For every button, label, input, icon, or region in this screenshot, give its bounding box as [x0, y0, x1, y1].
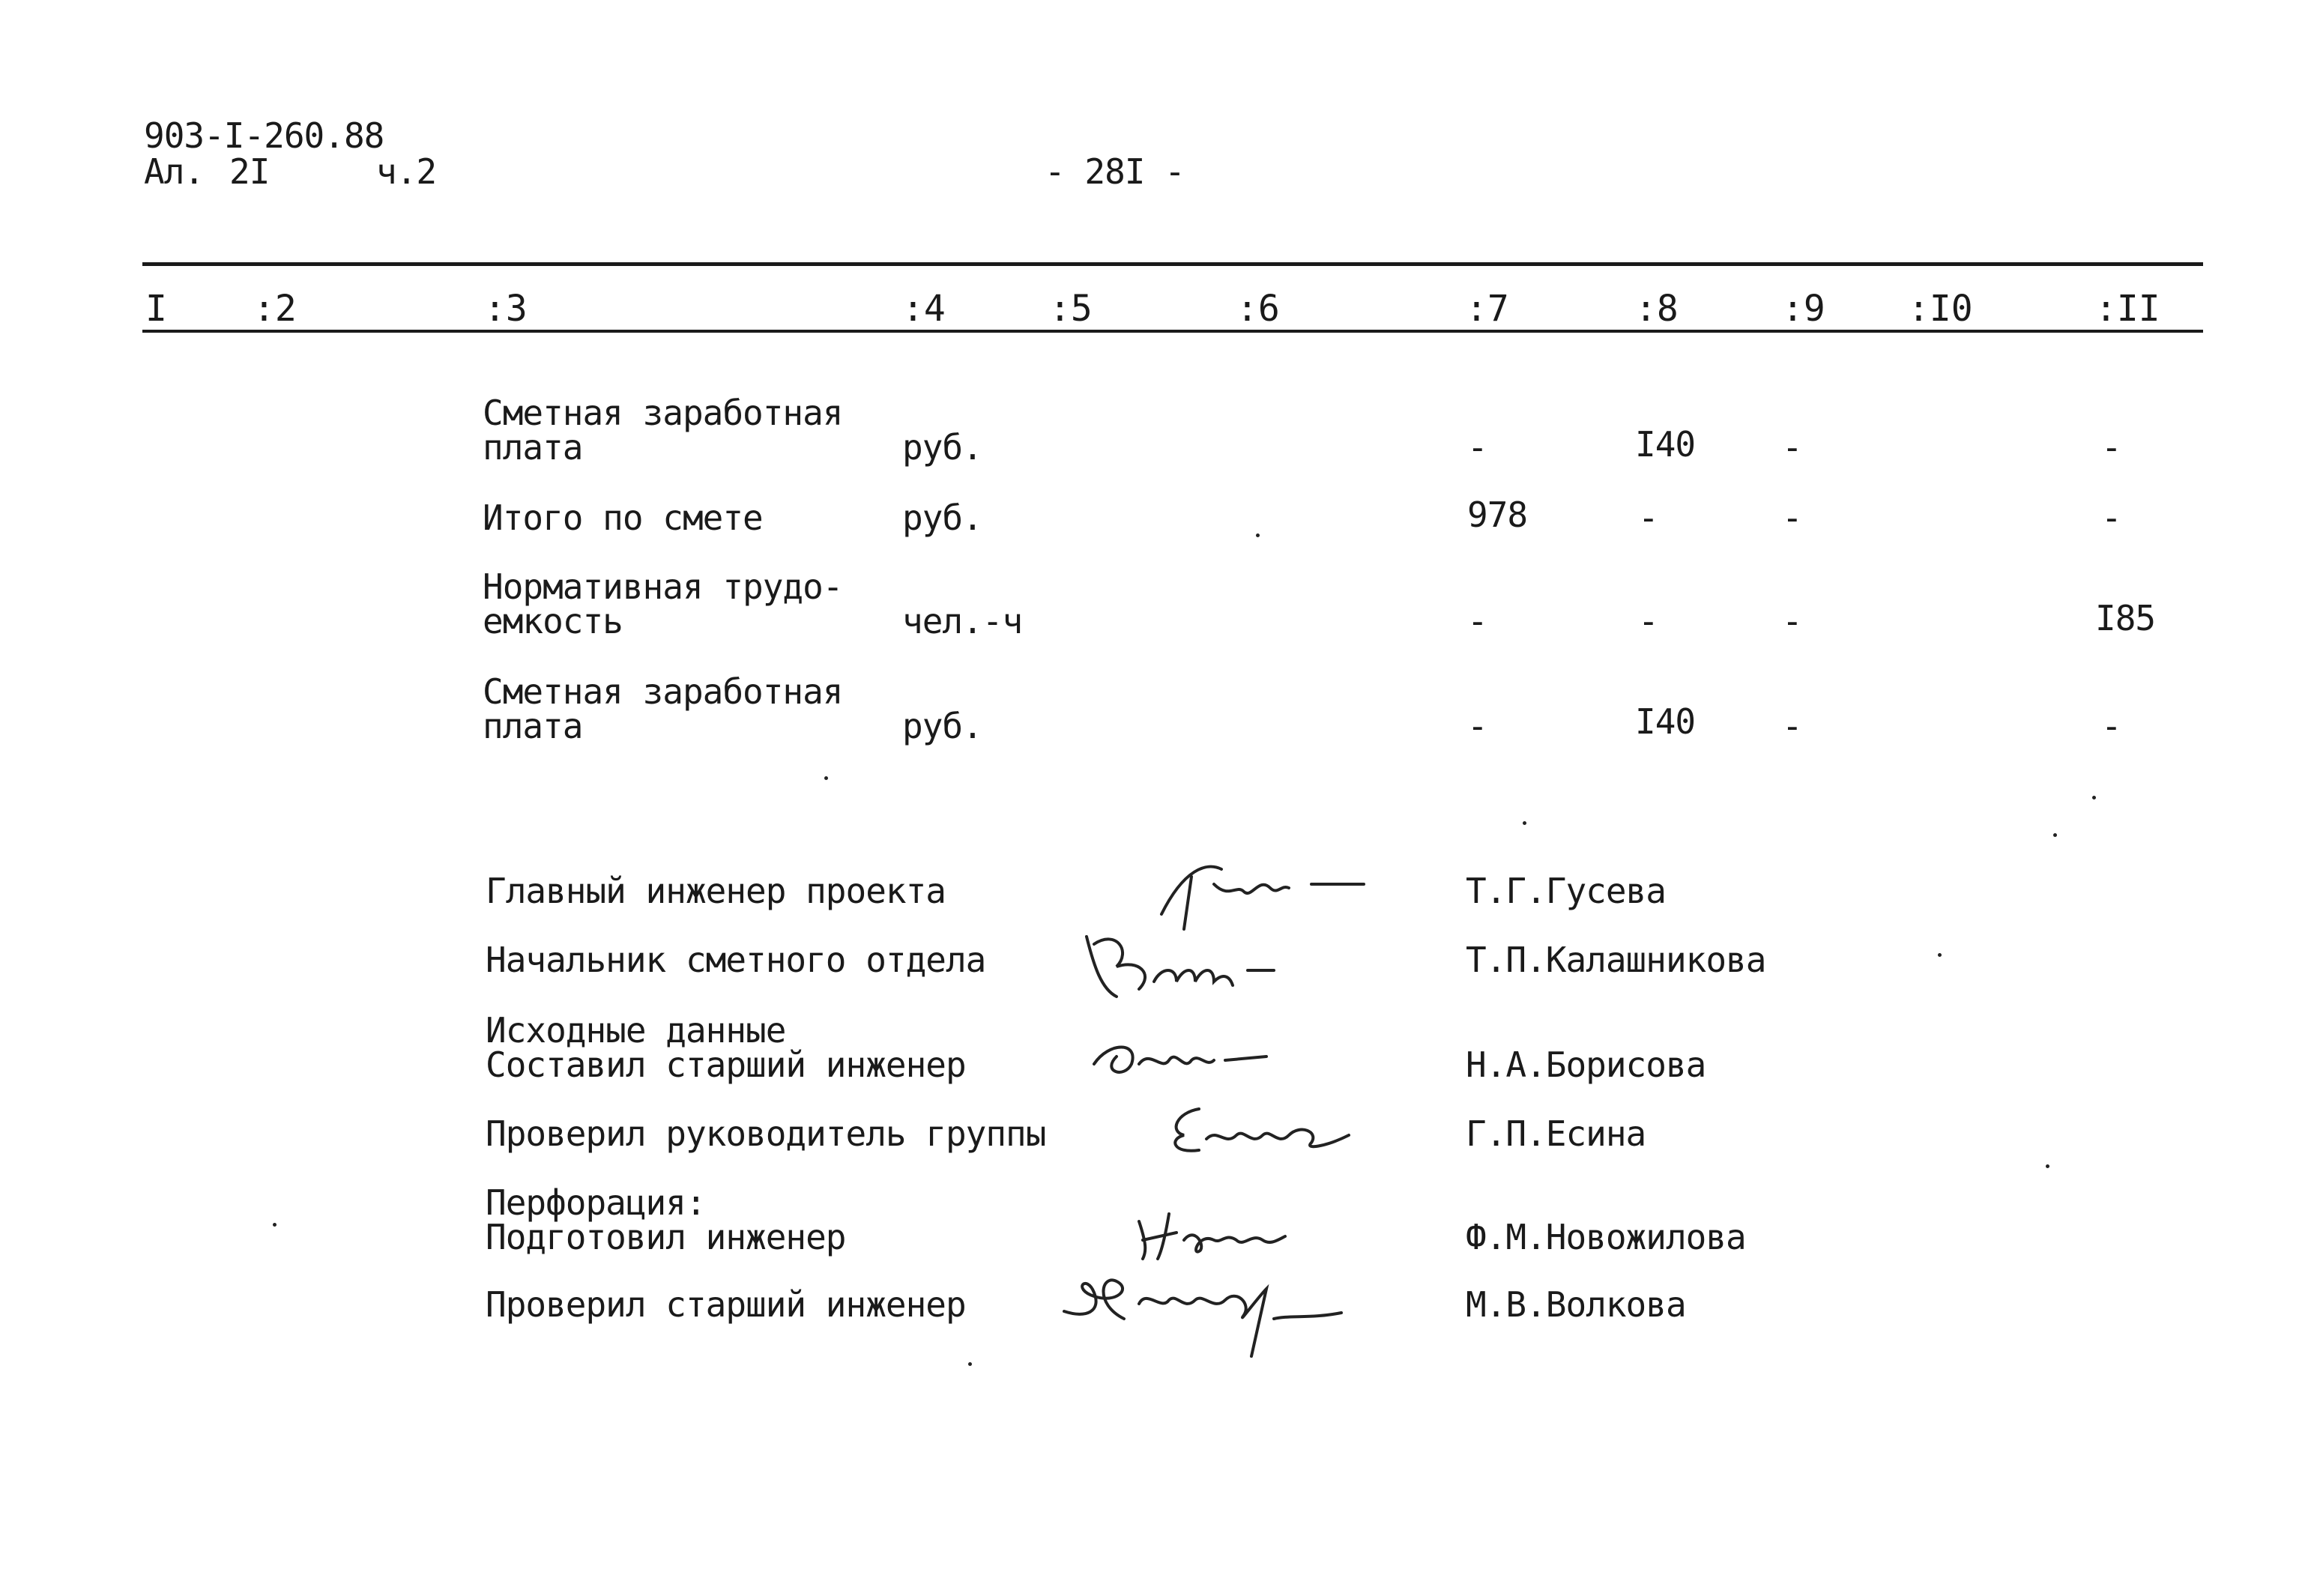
column-header-4: :4	[902, 288, 946, 330]
column-header-9: :9	[1782, 288, 1825, 330]
column-header-10: :I0	[1908, 288, 1973, 330]
row-name-line1: Сметная заработная	[483, 671, 843, 712]
row-name-line2: плата	[483, 427, 583, 468]
scan-speck	[1938, 953, 1942, 957]
row-col9: -	[1782, 427, 1802, 468]
handwritten-signature	[1124, 1199, 1304, 1266]
signatory-role-line2: Составил старший инженер	[486, 1045, 966, 1085]
row-col9: -	[1782, 498, 1802, 538]
signatory-name: Т.П.Калашникова	[1466, 940, 1766, 980]
row-name-line1: Нормативная трудо-	[483, 566, 843, 607]
row-col9: -	[1782, 706, 1802, 746]
column-header-3: :3	[484, 288, 528, 330]
scan-speck	[968, 1362, 972, 1366]
row-col11: I85	[2095, 598, 2156, 638]
signatory-role: Начальник сметного отдела	[486, 940, 986, 980]
column-header-1: I	[145, 288, 167, 330]
row-name-line1: Сметная заработная	[483, 393, 843, 433]
row-col9: -	[1782, 601, 1802, 641]
row-name-line2: емкость	[483, 601, 623, 641]
scan-speck	[1256, 533, 1260, 537]
handwritten-signature	[1154, 1094, 1364, 1161]
part-label: ч.2	[376, 151, 437, 192]
sheet-label: Ал.	[144, 151, 205, 192]
column-header-11: :II	[2095, 288, 2160, 330]
column-header-8: :8	[1635, 288, 1679, 330]
row-unit: руб.	[902, 498, 982, 538]
row-col11: -	[2101, 427, 2121, 468]
row-unit: руб.	[902, 706, 982, 746]
signatory-role-line2: Подготовил инженер	[486, 1217, 846, 1257]
row-unit: чел.-ч	[902, 601, 1023, 641]
row-col11: -	[2101, 498, 2121, 538]
row-name-line2: плата	[483, 706, 583, 746]
scan-speck	[2053, 833, 2057, 837]
handwritten-signature	[1079, 1027, 1274, 1094]
row-col8: -	[1638, 601, 1658, 641]
signatory-role: Проверил руководитель группы	[486, 1113, 1046, 1154]
document-code: 903-I-260.88	[144, 115, 384, 156]
page-number: - 28I -	[1045, 151, 1185, 192]
signatory-role: Проверил старший инженер	[486, 1284, 966, 1325]
table-header-bottom-rule	[142, 330, 2203, 333]
signatory-role: Главный инженер проекта	[486, 871, 946, 911]
column-header-6: :6	[1236, 288, 1280, 330]
scan-speck	[273, 1223, 277, 1227]
signatory-name: Г.П.Есина	[1466, 1113, 1646, 1154]
row-col8: I40	[1635, 424, 1696, 465]
scan-speck	[2092, 796, 2096, 799]
row-col7: -	[1467, 601, 1487, 641]
scan-speck	[824, 776, 828, 780]
scan-speck	[2046, 1164, 2049, 1168]
row-name-line1: Итого по смете	[483, 498, 763, 538]
row-col8: -	[1638, 498, 1658, 538]
row-col7: -	[1467, 706, 1487, 746]
table-top-rule	[142, 262, 2203, 266]
column-header-7: :7	[1466, 288, 1509, 330]
sheet-number: 2I	[229, 151, 270, 192]
handwritten-signature	[1049, 1259, 1349, 1364]
signatory-role: Исходные данные	[486, 1010, 786, 1051]
row-col8: I40	[1635, 701, 1696, 742]
signatory-role: Перфорация:	[486, 1182, 706, 1223]
signatory-name: Ф.М.Новожилова	[1466, 1217, 1746, 1257]
row-col7: 978	[1467, 495, 1528, 535]
column-header-2: :2	[253, 288, 297, 330]
row-unit: руб.	[902, 427, 982, 468]
row-col7: -	[1467, 427, 1487, 468]
scan-speck	[1523, 821, 1526, 825]
column-header-5: :5	[1049, 288, 1093, 330]
row-col11: -	[2101, 706, 2121, 746]
signatory-name: Т.Г.Гусева	[1466, 871, 1666, 911]
handwritten-signature	[1072, 922, 1296, 1012]
signatory-name: М.В.Волкова	[1466, 1284, 1686, 1325]
signatory-name: Н.А.Борисова	[1466, 1045, 1706, 1085]
